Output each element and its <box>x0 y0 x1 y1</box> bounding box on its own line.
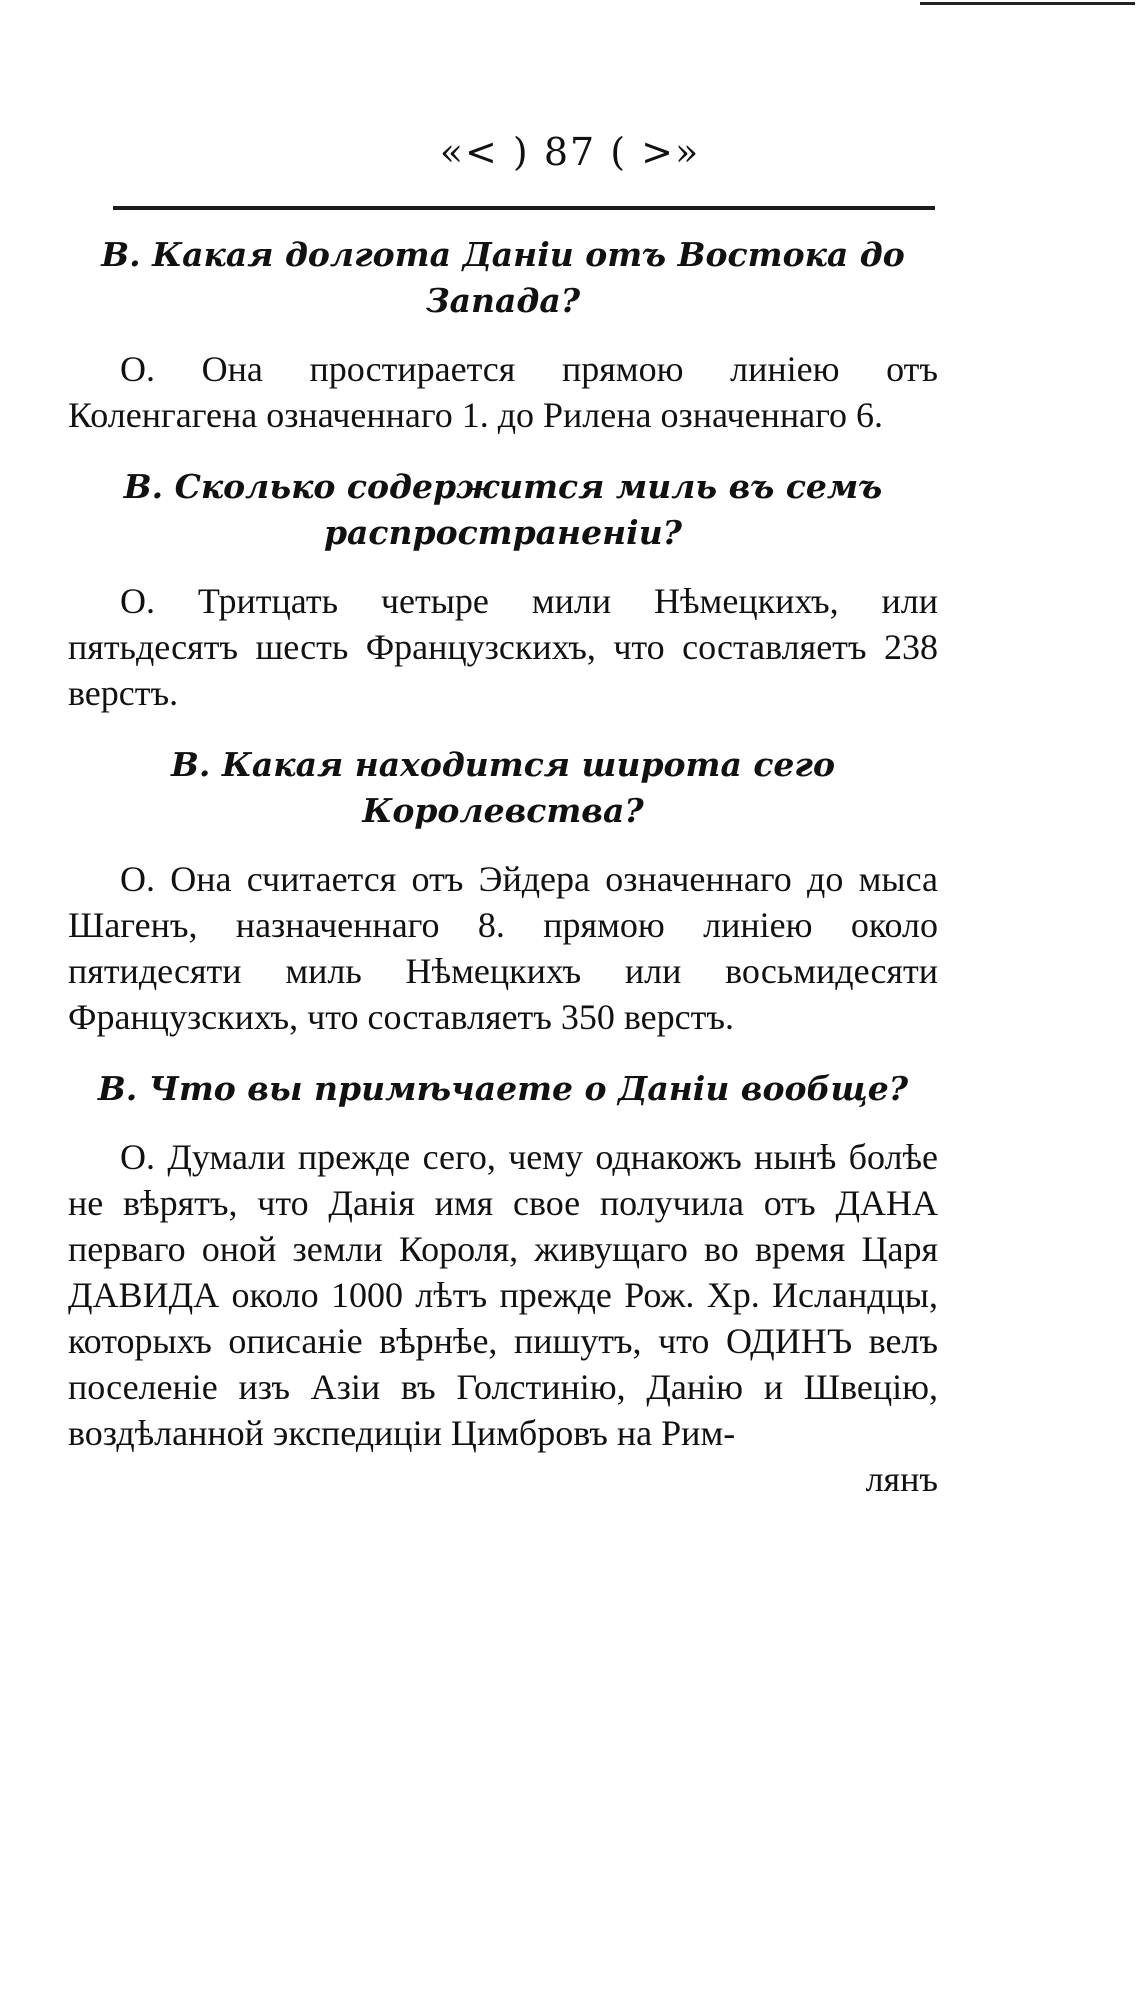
answer-4: О. Думали прежде сего, чему однакожъ нынѣ болѣе не вѣрятъ, что Данія имя свое получила отъ ДАНА перваго оной земли Короля, живущаго во время Царя ДАВИДА около 1000 лѣтъ прежде Рож. Хр. Исландцы, которыхъ описаніе вѣрнѣе, пишутъ, что ОДИНЪ велъ поселеніе изъ Азіи въ Голстинію, Данію и Швецію, воздѣланной экспедиціи Цимбровъ на Рим- <box>68 1137 938 1453</box>
question-3: В. Какая находится широта сего Королевства? <box>170 745 835 830</box>
text-column <box>68 232 938 1502</box>
question-1: В. Какая долгота Даніи отъ Востока до Запада? <box>101 235 905 320</box>
header-rule <box>113 206 935 210</box>
top-edge-rule <box>920 2 1135 5</box>
catchword: лянъ <box>865 1459 938 1499</box>
question-2: В. Сколько содержится миль въ семъ распространеніи? <box>123 467 883 552</box>
answer-3: О. Она считается отъ Эйдера означеннаго до мыса Шагенъ, назначеннаго 8. прямою линіею около пятидесяти миль Нѣмецкихъ или восьмидесяти Французскихъ, что составляетъ 350 верстъ. <box>68 859 938 1037</box>
answer-1: О. Она простирается прямою линіею отъ Коленгагена означеннаго 1. до Рилена означеннаго 6. <box>68 349 938 435</box>
question-4: В. Что вы примѣчаете о Даніи вообще? <box>97 1069 909 1108</box>
page-number-header: «< ) 87 ( >» <box>439 130 701 174</box>
answer-2: О. Тритцать четыре мили Нѣмецкихъ, или пятьдесятъ шесть Французскихъ, что составляетъ 238 верстъ. <box>68 581 938 713</box>
